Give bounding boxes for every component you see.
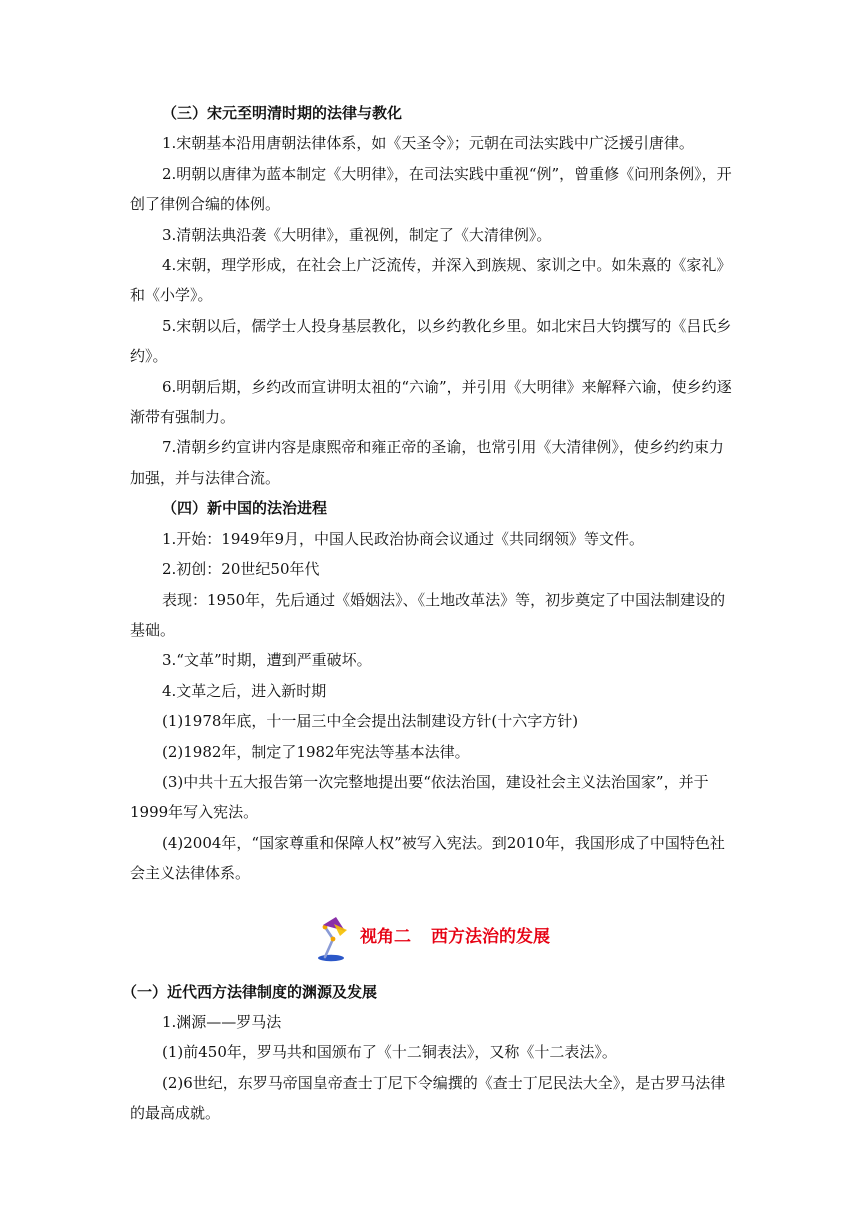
paragraph: 1.渊源——罗马法 (162, 1012, 282, 1031)
paragraph: (2)1982年，制定了1982年宪法等基本法律。 (162, 742, 470, 761)
paragraph: 1.宋朝基本沿用唐朝法律体系，如《天圣令》；元朝在司法实践中广泛援引唐律。 (162, 134, 694, 153)
paragraph: 7.清朝乡约宣讲内容是康熙帝和雍正帝的圣谕，也常引用《大清律例》，使乡约约束力加强，并与法律合流。 (130, 438, 724, 487)
section-heading-song-yuan-ming-qing: （三）宋元至明清时期的法律与教化 (162, 104, 403, 122)
desk-lamp-icon (314, 914, 354, 962)
banner-title (360, 922, 550, 952)
perspective-banner (130, 899, 734, 977)
paragraph: (3)中共十五大报告第一次完整地提出要“依法治国，建设社会主义法治国家”，并于1999年写入宪法。 (130, 772, 709, 822)
paragraph: 4.宋朝，理学形成，在社会上广泛流传，并深入到族规、家训之中。如朱熹的《家礼》和《小学》。 (130, 256, 732, 305)
paragraph: 3.清朝法典沿袭《大明律》，重视例，制定了《大清律例》。 (162, 225, 552, 244)
section-heading-new-china: （四）新中国的法治进程 (162, 499, 328, 518)
banner-label: 视角二 (360, 927, 411, 948)
paragraph: (2)6世纪，东罗马帝国皇帝查士丁尼下令编撰的《查士丁尼民法大全》，是古罗马法律的最高成就。 (130, 1073, 726, 1123)
paragraph: 5.宋朝以后，儒学士人投身基层教化，以乡约教化乡里。如北宋吕大钧撰写的《吕氏乡约》。 (130, 316, 732, 366)
paragraph: 2.初创：20世纪50年代 (162, 560, 320, 579)
paragraph: 4.文革之后，进入新时期 (162, 681, 327, 700)
paragraph: (1)1978年底，十一届三中全会提出法制建设方针(十六字方针) (162, 712, 579, 731)
section-heading-western-law-origins: （一）近代西方法律制度的渊源及发展 (122, 982, 378, 1001)
banner-heading: 西方法治的发展 (431, 927, 550, 948)
paragraph: 表现：1950年，先后通过《婚姻法》、《土地改革法》等，初步奠定了中国法制建设的基础。 (130, 590, 726, 639)
paragraph: 1.开始：1949年9月，中国人民政治协商会议通过《共同纲领》等文件。 (162, 529, 645, 548)
paragraph: (4)2004年，“国家尊重和保障人权”被写入宪法。到2010年，我国形成了中国特色社会主义法律体系。 (130, 833, 725, 883)
paragraph: (1)前450年，罗马共和国颁布了《十二铜表法》，又称《十二表法》。 (162, 1043, 617, 1062)
paragraph: 2.明朝以唐律为蓝本制定《大明律》，在司法实践中重视“例”，曾重修《问刑条例》，开创了律例合编的体例。 (130, 164, 732, 214)
paragraph: 3.“文革”时期，遭到严重破坏。 (162, 651, 372, 670)
paragraph: 6.明朝后期，乡约改而宣讲明太祖的“六谕”，并引用《大明律》来解释六谕，使乡约逐渐带有强制力。 (130, 377, 732, 427)
document-body (122, 98, 734, 1129)
